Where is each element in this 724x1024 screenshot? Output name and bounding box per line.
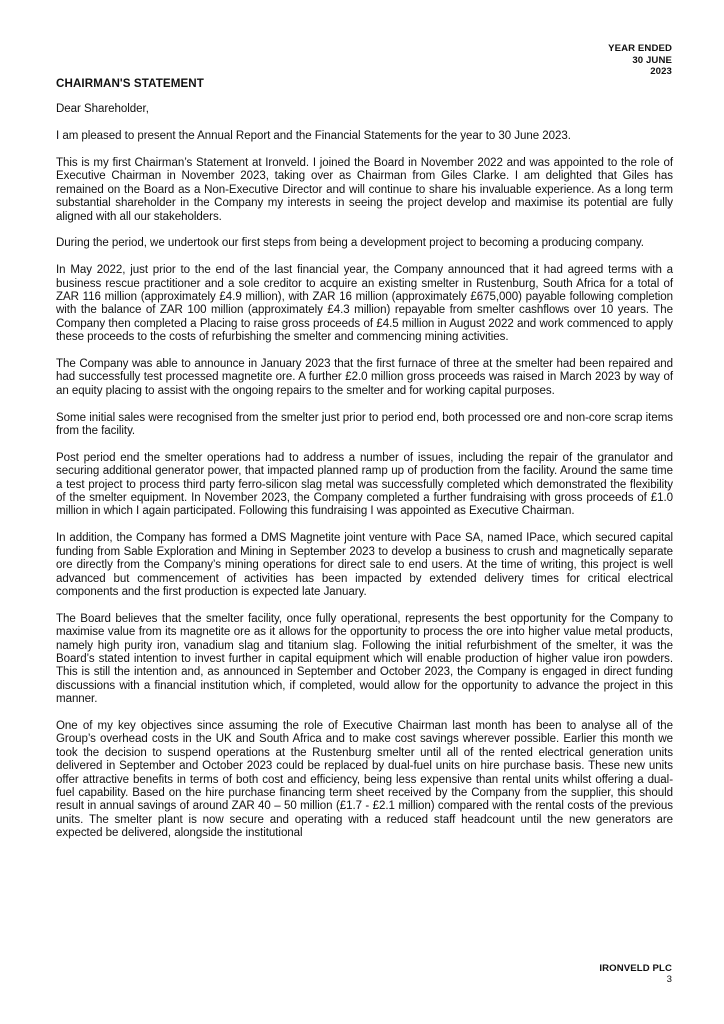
footer-company-name: IRONVELD PLC bbox=[599, 963, 672, 974]
page-number: 3 bbox=[666, 974, 672, 985]
paragraph-post-period: Post period end the smelter operations had to address a number of issues, including the repair of the granulator and securing additional generator power, that impacted planned ramp up of production from the facility. Around the same time a test project to process third party ferro-silicon slag metal was successfully completed which demonstrated the flexibility of the smelter equipment. In November 2023, the Company completed a further fundraising with gross proceeds of £1.0 million in which I again participated. Following this fundraising I was appointed as Executive Chairman. bbox=[56, 451, 673, 518]
period-line-year: 2023 bbox=[650, 66, 672, 78]
paragraph-development: During the period, we undertook our first steps from being a development project to becoming a producing company. bbox=[56, 237, 644, 250]
paragraph-cost-savings: One of my key objectives since assuming the role of Executive Chairman last month has been to analyse all of the Group’s overhead costs in the UK and South Africa and to make cost savings wherever possible. Earlier this month we took the decision to suspend operations at the Rustenburg smelter until all of the rented electrical generation units delivered in September and October 2023 could be replaced by dual-fuel units on hire purchase basis. These new units offer attractive benefits in terms of both cost and efficiency, being less expensive than rental units whilst offering a dual-fuel capability. Based on the hire purchase financing term sheet received by the Company from the supplier, this should result in annual savings of around ZAR 40 – 50 million (£1.7 - £2.1 million) compared with the rental costs of the previous units. The smelter plant is now secure and operating with a reduced staff headcount until the new generators are expected be delivered, alongside the institutional bbox=[56, 719, 673, 840]
statement-body bbox=[56, 77, 673, 841]
period-line-date: 30 JUNE bbox=[632, 54, 672, 66]
paragraph-board-strategy: The Board believes that the smelter facility, once fully operational, represents the best opportunity for the Company to maximise value from its magnetite ore as it allows for the opportunity to process the ore into higher value metal products, namely high purity iron, vanadium slag and titanium slag. Following the initial refurbishment of the smelter, it was the Board’s stated intention to invest further in capital equipment which will enable production of higher value iron powders. This is still the intention and, as announced in September and October 2023, the Company is engaged in direct funding discussions with a financial institution which, if completed, would allow for the opportunity to advance the project in this manner. bbox=[56, 612, 673, 706]
paragraph-intro: I am pleased to present the Annual Report and the Financial Statements for the year to 30 June 2023. bbox=[56, 130, 571, 143]
salutation: Dear Shareholder, bbox=[56, 103, 149, 116]
paragraph-smelter-acquisition: In May 2022, just prior to the end of the last financial year, the Company announced that it had agreed terms with a business rescue practitioner and a sole creditor to acquire an existing smelter in Rustenburg, South Africa for a total of ZAR 116 million (approximately £4.9 million), with ZAR 16 million (approximately £675,000) payable following completion with the balance of ZAR 100 million (approximately £4.3 million) repayable from smelter cashflows over 10 years. The Company then completed a Placing to raise gross proceeds of £4.5 million in August 2022 and work commenced to apply these proceeds to the costs of refurbishing the smelter and commencing mining activities. bbox=[56, 264, 673, 344]
paragraph-first-statement: This is my first Chairman’s Statement at Ironveld. I joined the Board in November 2022 and was appointed to the role of Executive Chairman in November 2023, taking over as Chairman from Giles Clarke. I am delighted that Giles has remained on the Board as a Non-Executive Director and will continue to share his invaluable experience. As a long term substantial shareholder in the Company my interests in seeing the project develop and maximise its potential are fully aligned with all our stakeholders. bbox=[56, 157, 673, 223]
reporting-period-header bbox=[608, 43, 672, 78]
page-footer bbox=[599, 963, 672, 985]
paragraph-furnace-repair: The Company was able to announce in January 2023 that the first furnace of three at the smelter had been repaired and had successfully test processed magnetite ore. A further £2.0 million gross proceeds was raised in March 2023 by way of an equity placing to assist with the ongoing repairs to the smelter and for working capital purposes. bbox=[56, 358, 673, 397]
period-line-year-ended: YEAR ENDED bbox=[608, 43, 672, 54]
paragraph-joint-venture: In addition, the Company has formed a DMS Magnetite joint venture with Pace SA, named IPace, which secured capital funding from Sable Exploration and Mining in September 2023 to develop a business to crush and magnetically separate ore directly from the Company’s mining operations for direct sale to end users. At the time of writing, this project is well advanced but commencement of activities has been impacted by extended delivery times for critical electrical components and the first production is expected late January. bbox=[56, 532, 673, 598]
paragraph-initial-sales: Some initial sales were recognised from the smelter just prior to period end, both processed ore and non-core scrap items from the facility. bbox=[56, 411, 673, 438]
page-title: CHAIRMAN'S STATEMENT bbox=[56, 77, 204, 90]
